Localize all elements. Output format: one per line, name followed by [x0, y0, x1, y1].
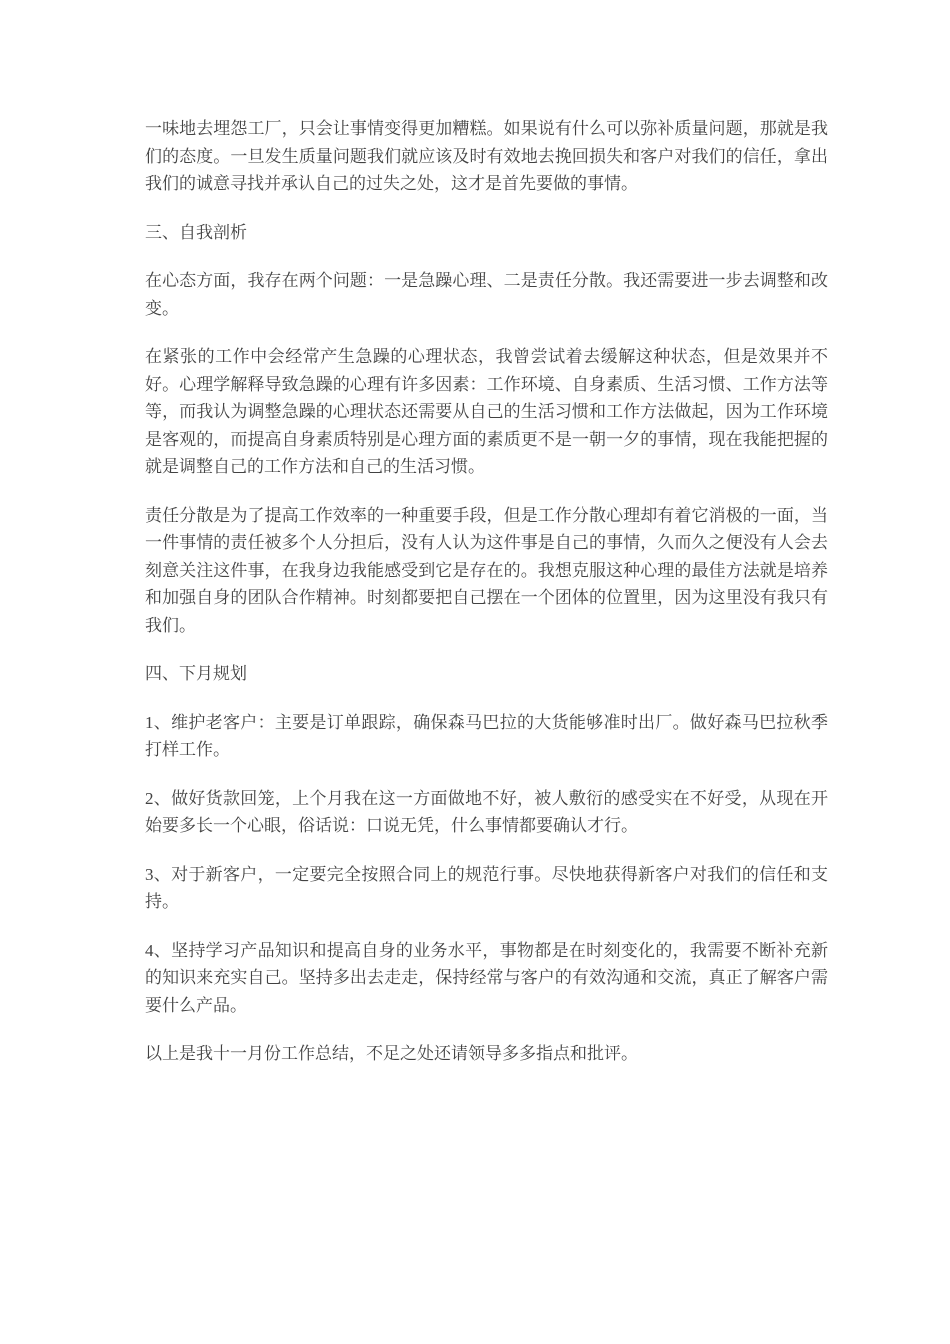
paragraph-mindset-issues: 在心态方面，我存在两个问题：一是急躁心理、二是责任分散。我还需要进一步去调整和改变。: [145, 271, 828, 318]
plan-item-3-new-customers: 3、对于新客户，一定要完全按照合同上的规范行事。尽快地获得新客户对我们的信任和支持。: [145, 864, 828, 911]
paragraph-impatience: 在紧张的工作中会经常产生急躁的心理状态，我曾尝试着去缓解这种状态，但是效果并不好。心理学解释导致急躁的心理有许多因素：工作环境、自身素质、生活习惯、工作方法等等，而我认为调整急躁的心理状态还需要从自己的生活习惯和工作方法做起，因为工作环境是客观的，而提高自身素质特别是心理方面的素质更不是一朝一夕的事情，现在我能把握的就是调整自己的工作方法和自己的生活习惯。: [145, 347, 828, 476]
document-body: [145, 115, 828, 1068]
plan-item-2-payment-collection: 2、做好货款回笼，上个月我在这一方面做地不好，被人敷衍的感受实在不好受，从现在开始要多长一个心眼，俗话说：口说无凭，什么事情都要确认才行。: [145, 788, 828, 835]
section-heading-next-month-plan: 四、下月规划: [145, 664, 247, 683]
paragraph-responsibility-diffusion: 责任分散是为了提高工作效率的一种重要手段，但是工作分散心理却有着它消极的一面，当一件事情的责任被多个人分担后，没有人认为这件事是自己的事情，久而久之便没有人会去刻意关注这件事，在我身边我能感受到它是存在的。我想克服这种心理的最佳方法就是培养和加强自身的团队合作精神。时刻都要把自己摆在一个团体的位置里，因为这里没有我只有我们。: [145, 505, 828, 635]
paragraph-closing-remark: 以上是我十一月份工作总结，不足之处还请领导多多指点和批评。: [145, 1044, 638, 1063]
paragraph-quality-attitude: 一味地去埋怨工厂，只会让事情变得更加糟糕。如果说有什么可以弥补质量问题，那就是我们的态度。一旦发生质量问题我们就应该及时有效地去挽回损失和客户对我们的信任，拿出我们的诚意寻找并承认自己的过失之处，这才是首先要做的事情。: [145, 119, 828, 193]
plan-item-1-old-customers: 1、维护老客户：主要是订单跟踪，确保森马巴拉的大货能够准时出厂。做好森马巴拉秋季打样工作。: [145, 712, 828, 759]
plan-item-4-learning: 4、坚持学习产品知识和提高自身的业务水平，事物都是在时刻变化的，我需要不断补充新的知识来充实自己。坚持多出去走走，保持经常与客户的有效沟通和交流，真正了解客户需要什么产品。: [145, 940, 828, 1015]
section-heading-self-analysis: 三、自我剖析: [145, 222, 247, 242]
